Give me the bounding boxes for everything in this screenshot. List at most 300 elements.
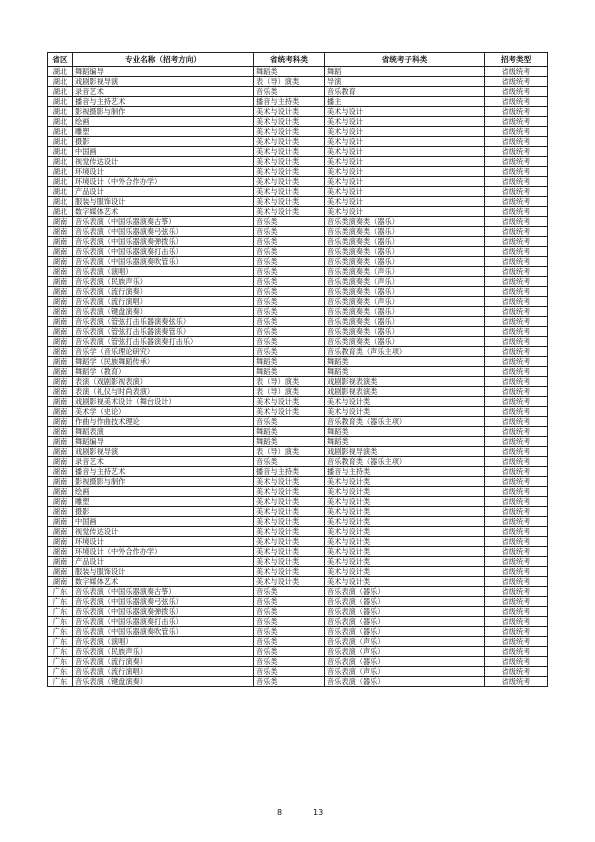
cell-exam-category: 音乐类: [254, 637, 325, 647]
cell-exam-category: 表（导）演类: [254, 387, 325, 397]
cell-province: 湖南: [48, 317, 73, 327]
table-row: [48, 247, 548, 257]
cell-major-name: 数字媒体艺术: [73, 577, 254, 587]
cell-exam-category: 音乐类: [254, 417, 325, 427]
table-row: [48, 667, 548, 677]
cell-exam-subcategory: 舞蹈类: [325, 437, 485, 447]
cell-major-name: 舞蹈学（教育）: [73, 367, 254, 377]
cell-exam-category: 舞蹈类: [254, 367, 325, 377]
cell-exam-category: 美术与设计类: [254, 177, 325, 187]
cell-admission-type: 省级统考: [485, 617, 548, 627]
cell-exam-subcategory: 舞蹈类: [325, 357, 485, 367]
cell-major-name: 音乐表演（管弦打击乐器演奏打击乐）: [73, 337, 254, 347]
cell-exam-subcategory: 美术与设计类: [325, 547, 485, 557]
cell-exam-subcategory: 音乐类演奏类（声乐）: [325, 267, 485, 277]
cell-admission-type: 省级统考: [485, 197, 548, 207]
table-row: [48, 267, 548, 277]
cell-exam-category: 舞蹈类: [254, 67, 325, 77]
cell-exam-category: 美术与设计类: [254, 497, 325, 507]
cell-exam-category: 美术与设计类: [254, 167, 325, 177]
cell-major-name: 音乐表演（中国乐器演奏吹管乐）: [73, 627, 254, 637]
cell-province: 湖南: [48, 287, 73, 297]
cell-province: 广东: [48, 667, 73, 677]
cell-admission-type: 省级统考: [485, 607, 548, 617]
cell-major-name: 音乐表演（演唱）: [73, 267, 254, 277]
cell-major-name: 视觉传达设计: [73, 157, 254, 167]
table-row: [48, 277, 548, 287]
cell-exam-category: 美术与设计类: [254, 547, 325, 557]
table-row: [48, 177, 548, 187]
cell-admission-type: 省级统考: [485, 427, 548, 437]
cell-exam-category: 音乐类: [254, 237, 325, 247]
cell-admission-type: 省级统考: [485, 97, 548, 107]
cell-major-name: 美术学（史论）: [73, 407, 254, 417]
cell-exam-category: 音乐类: [254, 337, 325, 347]
cell-province: 湖北: [48, 187, 73, 197]
table-row: [48, 257, 548, 267]
cell-exam-subcategory: 美术与设计: [325, 207, 485, 217]
cell-province: 广东: [48, 637, 73, 647]
table-row: [48, 237, 548, 247]
cell-major-name: 音乐表演（管弦打击乐器演奏管乐）: [73, 327, 254, 337]
cell-major-name: 音乐表演（管弦打击乐器演奏弦乐）: [73, 317, 254, 327]
cell-major-name: 录音艺术: [73, 87, 254, 97]
cell-major-name: 视觉传达设计: [73, 527, 254, 537]
cell-major-name: 产品设计: [73, 187, 254, 197]
cell-province: 湖南: [48, 387, 73, 397]
cell-major-name: 音乐表演（中国乐器演奏吹管乐）: [73, 257, 254, 267]
cell-exam-subcategory: 戏剧影视导演类: [325, 447, 485, 457]
cell-exam-category: 表（导）演类: [254, 77, 325, 87]
cell-admission-type: 省级统考: [485, 497, 548, 507]
cell-major-name: 舞蹈表演: [73, 427, 254, 437]
header-admission-type: 招考类型: [485, 53, 548, 67]
cell-exam-category: 表（导）演类: [254, 447, 325, 457]
table-row: [48, 127, 548, 137]
cell-exam-category: 音乐类: [254, 227, 325, 237]
table-row: [48, 637, 548, 647]
cell-admission-type: 省级统考: [485, 677, 548, 687]
cell-province: 湖北: [48, 117, 73, 127]
cell-major-name: 播音与主持艺术: [73, 467, 254, 477]
cell-exam-subcategory: 美术与设计类: [325, 527, 485, 537]
cell-admission-type: 省级统考: [485, 507, 548, 517]
cell-admission-type: 省级统考: [485, 487, 548, 497]
table-row: [48, 587, 548, 597]
cell-province: 湖南: [48, 537, 73, 547]
cell-province: 湖南: [48, 277, 73, 287]
cell-admission-type: 省级统考: [485, 217, 548, 227]
cell-major-name: 音乐表演（中国乐器演奏弓弦乐）: [73, 597, 254, 607]
cell-province: 湖南: [48, 327, 73, 337]
cell-province: 广东: [48, 597, 73, 607]
cell-exam-subcategory: 音乐类演奏类（器乐）: [325, 307, 485, 317]
cell-province: 湖南: [48, 337, 73, 347]
cell-exam-subcategory: 音乐类演奏类（声乐）: [325, 277, 485, 287]
cell-exam-subcategory: 美术与设计类: [325, 487, 485, 497]
cell-province: 广东: [48, 607, 73, 617]
cell-major-name: 舞蹈编导: [73, 437, 254, 447]
cell-admission-type: 省级统考: [485, 327, 548, 337]
cell-major-name: 音乐表演（民族声乐）: [73, 277, 254, 287]
table-row: [48, 227, 548, 237]
cell-exam-category: 舞蹈类: [254, 437, 325, 447]
cell-exam-category: 舞蹈类: [254, 357, 325, 367]
table-row: [48, 137, 548, 147]
cell-admission-type: 省级统考: [485, 207, 548, 217]
table-row: [48, 107, 548, 117]
cell-province: 湖南: [48, 447, 73, 457]
table-row: [48, 387, 548, 397]
cell-province: 湖北: [48, 127, 73, 137]
cell-exam-subcategory: 导演: [325, 77, 485, 87]
cell-exam-subcategory: 播音与主持类: [325, 467, 485, 477]
cell-exam-subcategory: 音乐表演（器乐）: [325, 607, 485, 617]
cell-admission-type: 省级统考: [485, 457, 548, 467]
cell-major-name: 绘画: [73, 117, 254, 127]
cell-major-name: 摄影: [73, 507, 254, 517]
cell-exam-category: 美术与设计类: [254, 557, 325, 567]
cell-province: 湖南: [48, 357, 73, 367]
cell-admission-type: 省级统考: [485, 227, 548, 237]
cell-exam-subcategory: 音乐类演奏类（声乐）: [325, 297, 485, 307]
table-row: [48, 677, 548, 687]
table-row: [48, 367, 548, 377]
cell-major-name: 环境设计（中外合作办学）: [73, 547, 254, 557]
cell-admission-type: 省级统考: [485, 637, 548, 647]
cell-exam-subcategory: 播主: [325, 97, 485, 107]
cell-exam-category: 美术与设计类: [254, 567, 325, 577]
cell-exam-subcategory: 音乐类演奏类（器乐）: [325, 287, 485, 297]
header-province: 省区: [48, 53, 73, 67]
cell-exam-category: 美术与设计类: [254, 537, 325, 547]
cell-admission-type: 省级统考: [485, 437, 548, 447]
table-row: [48, 537, 548, 547]
cell-exam-category: 美术与设计类: [254, 397, 325, 407]
cell-exam-subcategory: 音乐教育类（器乐主项）: [325, 457, 485, 467]
cell-major-name: 环境设计: [73, 537, 254, 547]
cell-province: 湖南: [48, 567, 73, 577]
cell-major-name: 录音艺术: [73, 457, 254, 467]
cell-major-name: 音乐表演（流行演唱）: [73, 297, 254, 307]
footer-page-number-left: 8: [277, 808, 283, 817]
admission-table: [47, 52, 548, 687]
cell-province: 广东: [48, 657, 73, 667]
cell-exam-subcategory: 音乐类演奏类（器乐）: [325, 337, 485, 347]
cell-admission-type: 省级统考: [485, 627, 548, 637]
cell-exam-subcategory: 音乐表演（声乐）: [325, 667, 485, 677]
cell-exam-subcategory: 音乐类演奏类（器乐）: [325, 327, 485, 337]
cell-province: 湖南: [48, 477, 73, 487]
table-row: [48, 617, 548, 627]
cell-exam-category: 音乐类: [254, 457, 325, 467]
cell-province: 湖南: [48, 267, 73, 277]
cell-admission-type: 省级统考: [485, 557, 548, 567]
cell-exam-category: 音乐类: [254, 667, 325, 677]
cell-exam-category: 音乐类: [254, 587, 325, 597]
cell-exam-subcategory: 音乐表演（声乐）: [325, 637, 485, 647]
cell-major-name: 音乐表演（中国乐器演奏弓弦乐）: [73, 227, 254, 237]
cell-admission-type: 省级统考: [485, 337, 548, 347]
cell-major-name: 播音与主持艺术: [73, 97, 254, 107]
cell-exam-category: 表（导）演类: [254, 377, 325, 387]
cell-exam-category: 音乐类: [254, 307, 325, 317]
table-row: [48, 567, 548, 577]
cell-province: 湖南: [48, 247, 73, 257]
table-row: [48, 487, 548, 497]
cell-exam-subcategory: 美术与设计: [325, 177, 485, 187]
cell-admission-type: 省级统考: [485, 447, 548, 457]
cell-admission-type: 省级统考: [485, 567, 548, 577]
cell-major-name: 音乐表演（民族声乐）: [73, 647, 254, 657]
cell-province: 湖北: [48, 157, 73, 167]
cell-exam-category: 美术与设计类: [254, 487, 325, 497]
cell-admission-type: 省级统考: [485, 317, 548, 327]
cell-admission-type: 省级统考: [485, 287, 548, 297]
cell-exam-subcategory: 美术与设计: [325, 197, 485, 207]
cell-exam-subcategory: 舞蹈类: [325, 367, 485, 377]
cell-exam-category: 音乐类: [254, 317, 325, 327]
cell-major-name: 表演（礼仪与时尚表演）: [73, 387, 254, 397]
cell-province: 湖南: [48, 307, 73, 317]
table-row: [48, 457, 548, 467]
header-major-name: 专业名称（招考方向）: [73, 53, 254, 67]
cell-province: 湖北: [48, 177, 73, 187]
cell-admission-type: 省级统考: [485, 347, 548, 357]
cell-admission-type: 省级统考: [485, 67, 548, 77]
cell-major-name: 音乐表演（流行演唱）: [73, 667, 254, 677]
cell-province: 广东: [48, 617, 73, 627]
cell-exam-category: 美术与设计类: [254, 187, 325, 197]
cell-admission-type: 省级统考: [485, 187, 548, 197]
table-row: [48, 307, 548, 317]
cell-major-name: 音乐表演（中国乐器演奏打击乐）: [73, 247, 254, 257]
table-row: [48, 527, 548, 537]
cell-admission-type: 省级统考: [485, 297, 548, 307]
cell-exam-category: 音乐类: [254, 217, 325, 227]
table-row: [48, 197, 548, 207]
cell-province: 湖南: [48, 367, 73, 377]
cell-admission-type: 省级统考: [485, 577, 548, 587]
cell-admission-type: 省级统考: [485, 267, 548, 277]
cell-exam-category: 音乐类: [254, 657, 325, 667]
table-row: [48, 517, 548, 527]
cell-major-name: 影视摄影与制作: [73, 107, 254, 117]
cell-major-name: 音乐学（音乐理论研究）: [73, 347, 254, 357]
cell-exam-subcategory: 美术与设计类: [325, 407, 485, 417]
cell-exam-subcategory: 音乐教育类（器乐主项）: [325, 417, 485, 427]
table-row: [48, 157, 548, 167]
cell-exam-category: 音乐类: [254, 267, 325, 277]
cell-admission-type: 省级统考: [485, 257, 548, 267]
cell-province: 湖南: [48, 427, 73, 437]
cell-exam-subcategory: 美术与设计: [325, 187, 485, 197]
cell-exam-category: 美术与设计类: [254, 517, 325, 527]
cell-province: 广东: [48, 627, 73, 637]
cell-province: 湖北: [48, 197, 73, 207]
cell-admission-type: 省级统考: [485, 517, 548, 527]
cell-exam-category: 美术与设计类: [254, 207, 325, 217]
cell-major-name: 音乐表演（流行演奏）: [73, 657, 254, 667]
cell-admission-type: 省级统考: [485, 597, 548, 607]
cell-major-name: 中国画: [73, 147, 254, 157]
cell-province: 湖北: [48, 87, 73, 97]
cell-major-name: 数字媒体艺术: [73, 207, 254, 217]
table-row: [48, 647, 548, 657]
cell-major-name: 舞蹈学（民族舞蹈传承）: [73, 357, 254, 367]
table-row: [48, 357, 548, 367]
cell-exam-category: 音乐类: [254, 87, 325, 97]
table-row: [48, 337, 548, 347]
table-row: [48, 497, 548, 507]
cell-admission-type: 省级统考: [485, 137, 548, 147]
cell-major-name: 戏剧影视导演: [73, 447, 254, 457]
cell-major-name: 音乐表演（演唱）: [73, 637, 254, 647]
cell-major-name: 服装与服饰设计: [73, 197, 254, 207]
cell-exam-subcategory: 美术与设计: [325, 147, 485, 157]
cell-province: 广东: [48, 677, 73, 687]
cell-exam-subcategory: 音乐类演奏类（器乐）: [325, 247, 485, 257]
cell-province: 湖北: [48, 207, 73, 217]
cell-exam-category: 音乐类: [254, 247, 325, 257]
table-row: [48, 287, 548, 297]
cell-exam-category: 美术与设计类: [254, 507, 325, 517]
cell-exam-subcategory: 音乐表演（器乐）: [325, 657, 485, 667]
table-row: [48, 327, 548, 337]
table-body: [48, 67, 548, 687]
cell-exam-subcategory: 美术与设计: [325, 107, 485, 117]
cell-exam-category: 音乐类: [254, 597, 325, 607]
cell-major-name: 音乐表演（键盘演奏）: [73, 307, 254, 317]
table-row: [48, 597, 548, 607]
cell-province: 湖南: [48, 517, 73, 527]
cell-exam-category: 美术与设计类: [254, 527, 325, 537]
cell-major-name: 产品设计: [73, 557, 254, 567]
cell-admission-type: 省级统考: [485, 277, 548, 287]
cell-exam-category: 播音与主持类: [254, 97, 325, 107]
cell-exam-subcategory: 美术与设计类: [325, 577, 485, 587]
cell-major-name: 戏剧影视美术设计（舞台设计）: [73, 397, 254, 407]
cell-major-name: 音乐表演（中国乐器演奏弹拨乐）: [73, 607, 254, 617]
cell-exam-category: 美术与设计类: [254, 117, 325, 127]
table-row: [48, 377, 548, 387]
cell-exam-subcategory: 美术与设计类: [325, 557, 485, 567]
cell-exam-subcategory: 戏剧影视表演类: [325, 387, 485, 397]
table-row: [48, 407, 548, 417]
table-row: [48, 557, 548, 567]
cell-exam-subcategory: 美术与设计类: [325, 507, 485, 517]
cell-exam-category: 音乐类: [254, 607, 325, 617]
cell-exam-subcategory: 美术与设计类: [325, 497, 485, 507]
admission-table-sheet: [47, 52, 547, 687]
header-exam-category: 省统考科类: [254, 53, 325, 67]
cell-exam-category: 音乐类: [254, 297, 325, 307]
table-row: [48, 217, 548, 227]
cell-exam-subcategory: 音乐类演奏类（器乐）: [325, 227, 485, 237]
cell-admission-type: 省级统考: [485, 237, 548, 247]
cell-major-name: 音乐表演（中国乐器演奏打击乐）: [73, 617, 254, 627]
cell-exam-category: 播音与主持类: [254, 467, 325, 477]
cell-admission-type: 省级统考: [485, 177, 548, 187]
cell-province: 湖南: [48, 217, 73, 227]
cell-province: 湖南: [48, 437, 73, 447]
cell-admission-type: 省级统考: [485, 357, 548, 367]
cell-exam-subcategory: 音乐教育: [325, 87, 485, 97]
cell-admission-type: 省级统考: [485, 477, 548, 487]
cell-admission-type: 省级统考: [485, 147, 548, 157]
cell-major-name: 环境设计: [73, 167, 254, 177]
cell-province: 湖北: [48, 107, 73, 117]
cell-province: 湖南: [48, 347, 73, 357]
cell-exam-category: 音乐类: [254, 277, 325, 287]
cell-province: 湖南: [48, 397, 73, 407]
cell-major-name: 服装与服饰设计: [73, 567, 254, 577]
cell-exam-category: 美术与设计类: [254, 147, 325, 157]
table-row: [48, 607, 548, 617]
cell-exam-subcategory: 音乐表演（器乐）: [325, 597, 485, 607]
table-row: [48, 167, 548, 177]
table-row: [48, 657, 548, 667]
table-row: [48, 347, 548, 357]
cell-admission-type: 省级统考: [485, 537, 548, 547]
cell-admission-type: 省级统考: [485, 127, 548, 137]
cell-admission-type: 省级统考: [485, 377, 548, 387]
table-row: [48, 97, 548, 107]
cell-province: 湖南: [48, 257, 73, 267]
cell-exam-subcategory: 音乐类演奏类（器乐）: [325, 237, 485, 247]
cell-major-name: 戏剧影视导演: [73, 77, 254, 87]
table-header-row: [48, 53, 548, 67]
cell-admission-type: 省级统考: [485, 107, 548, 117]
cell-province: 湖南: [48, 297, 73, 307]
cell-province: 湖南: [48, 237, 73, 247]
cell-major-name: 音乐表演（中国乐器演奏弹拨乐）: [73, 237, 254, 247]
footer-page-number-right: 13: [313, 808, 324, 817]
cell-admission-type: 省级统考: [485, 247, 548, 257]
cell-exam-subcategory: 美术与设计类: [325, 397, 485, 407]
cell-admission-type: 省级统考: [485, 157, 548, 167]
cell-exam-subcategory: 音乐表演（声乐）: [325, 647, 485, 657]
cell-exam-subcategory: 舞蹈类: [325, 427, 485, 437]
cell-province: 湖北: [48, 147, 73, 157]
table-row: [48, 577, 548, 587]
cell-exam-category: 音乐类: [254, 617, 325, 627]
cell-major-name: 表演（戏剧影视表演）: [73, 377, 254, 387]
table-row: [48, 627, 548, 637]
cell-exam-subcategory: 音乐表演（器乐）: [325, 627, 485, 637]
cell-exam-subcategory: 音乐表演（器乐）: [325, 677, 485, 687]
cell-major-name: 雕塑: [73, 127, 254, 137]
cell-admission-type: 省级统考: [485, 547, 548, 557]
header-exam-subcategory: 省统考子科类: [325, 53, 485, 67]
cell-major-name: 摄影: [73, 137, 254, 147]
cell-province: 湖南: [48, 507, 73, 517]
cell-exam-category: 美术与设计类: [254, 407, 325, 417]
cell-exam-subcategory: 美术与设计: [325, 167, 485, 177]
cell-province: 湖北: [48, 167, 73, 177]
cell-admission-type: 省级统考: [485, 467, 548, 477]
cell-province: 湖南: [48, 547, 73, 557]
cell-admission-type: 省级统考: [485, 587, 548, 597]
cell-province: 湖南: [48, 377, 73, 387]
cell-province: 湖南: [48, 497, 73, 507]
table-row: [48, 427, 548, 437]
cell-exam-category: 美术与设计类: [254, 477, 325, 487]
cell-exam-category: 美术与设计类: [254, 577, 325, 587]
cell-province: 湖北: [48, 77, 73, 87]
cell-province: 湖北: [48, 137, 73, 147]
cell-major-name: 环境设计（中外合作办学）: [73, 177, 254, 187]
